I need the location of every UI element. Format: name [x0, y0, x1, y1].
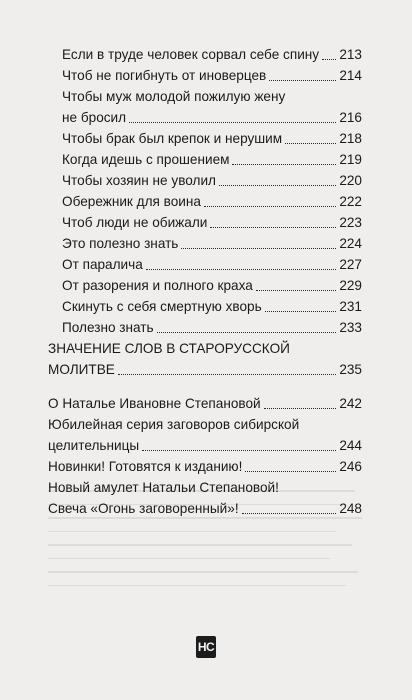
toc-entry-title: не бросил [62, 110, 127, 125]
toc-entry-title: О Наталье Ивановне Степановой [48, 396, 261, 411]
leader-dots [210, 227, 336, 228]
toc-entry-title: Когда идешь с прошением [62, 152, 230, 167]
toc-entry-page: 214 [339, 68, 362, 83]
toc-entry-page: 227 [339, 257, 362, 272]
toc-entry-page: 216 [339, 110, 362, 125]
leader-dots [269, 80, 336, 81]
toc-entry-title-line[interactable]: Юбилейная серия заговоров сибирской [48, 417, 300, 432]
toc-entry-title: Чтобы хозяин не уволил [62, 173, 216, 188]
toc-heading-title: МОЛИТВЕ [48, 362, 115, 377]
toc-entry-title: Обережник для воина [62, 194, 201, 209]
leader-dots [118, 374, 336, 375]
toc-entry[interactable] [48, 393, 362, 414]
leader-dots [265, 311, 337, 312]
leader-dots [264, 408, 337, 409]
toc-entry[interactable] [48, 212, 362, 233]
toc-entry-title: От разорения и полного краха [62, 278, 253, 293]
toc-entry[interactable] [48, 149, 362, 170]
leader-dots [285, 143, 336, 144]
toc-entry-page: 233 [339, 320, 362, 335]
toc-entry-title: целительницы [48, 438, 140, 453]
toc-entry-title: Если в труде человек сорвал себе спину [62, 47, 320, 62]
toc-entry-page: 246 [339, 459, 362, 474]
toc-entry-title-line[interactable]: Чтобы муж молодой пожилую жену [62, 89, 286, 104]
toc-entry-page: 213 [339, 47, 362, 62]
toc-entry[interactable] [48, 254, 362, 275]
show-through-text [48, 478, 368, 628]
leader-dots [245, 471, 336, 472]
toc-entry[interactable] [48, 233, 362, 254]
toc-entry-page: 219 [339, 152, 362, 167]
toc-entry-page: 229 [339, 278, 362, 293]
leader-dots [204, 206, 336, 207]
leader-dots [232, 164, 336, 165]
toc-entry[interactable] [48, 65, 362, 86]
leader-dots [219, 185, 336, 186]
toc-entry-page: 218 [339, 131, 362, 146]
toc-entry[interactable] [48, 296, 362, 317]
leader-dots [129, 122, 336, 123]
toc-entry-page: 235 [339, 362, 362, 377]
publisher-logo: НС [196, 636, 216, 658]
toc-entry-page: 248 [339, 501, 362, 516]
toc-entry[interactable] [48, 456, 362, 477]
toc-entry-title: Свеча «Огонь заговоренный»! [48, 501, 239, 516]
toc-entry-page: 224 [339, 236, 362, 251]
spacer [48, 380, 362, 393]
toc-entry[interactable] [48, 107, 362, 128]
toc-entry[interactable] [48, 435, 362, 456]
leader-dots [181, 248, 336, 249]
toc-heading-entry[interactable] [48, 359, 362, 380]
toc-entry[interactable] [48, 275, 362, 296]
toc-entry-page: 222 [339, 194, 362, 209]
table-of-contents [48, 44, 362, 519]
toc-entry-page: 223 [339, 215, 362, 230]
toc-entry-title: Полезно знать [62, 320, 154, 335]
toc-entry-title: Новинки! Готовятся к изданию! [48, 459, 243, 474]
toc-entry-title-line[interactable]: Новый амулет Натальи Степановой! [48, 480, 279, 495]
toc-entry[interactable] [48, 128, 362, 149]
leader-dots [322, 59, 336, 60]
toc-entry-title: От паралича [62, 257, 143, 272]
toc-entry-page: 244 [339, 438, 362, 453]
toc-entry[interactable] [48, 317, 362, 338]
toc-entry[interactable] [48, 44, 362, 65]
toc-entry-page: 242 [339, 396, 362, 411]
toc-entry-title: Чтоб не погибнуть от иноверцев [62, 68, 267, 83]
leader-dots [157, 332, 337, 333]
toc-entry-title: Это полезно знать [62, 236, 179, 251]
toc-entry-title: Чтоб люди не обижали [62, 215, 208, 230]
leader-dots [142, 450, 336, 451]
toc-entry-page: 220 [339, 173, 362, 188]
toc-entry[interactable] [48, 170, 362, 191]
leader-dots [256, 290, 337, 291]
toc-entry[interactable] [48, 191, 362, 212]
toc-entry-title: Скинуть с себя смертную хворь [62, 299, 262, 314]
toc-heading-line[interactable]: ЗНАЧЕНИЕ СЛОВ В СТАРОРУССКОЙ [48, 341, 290, 356]
toc-entry-page: 231 [339, 299, 362, 314]
toc-entry-title: Чтобы брак был крепок и нерушим [62, 131, 283, 146]
leader-dots [146, 269, 337, 270]
